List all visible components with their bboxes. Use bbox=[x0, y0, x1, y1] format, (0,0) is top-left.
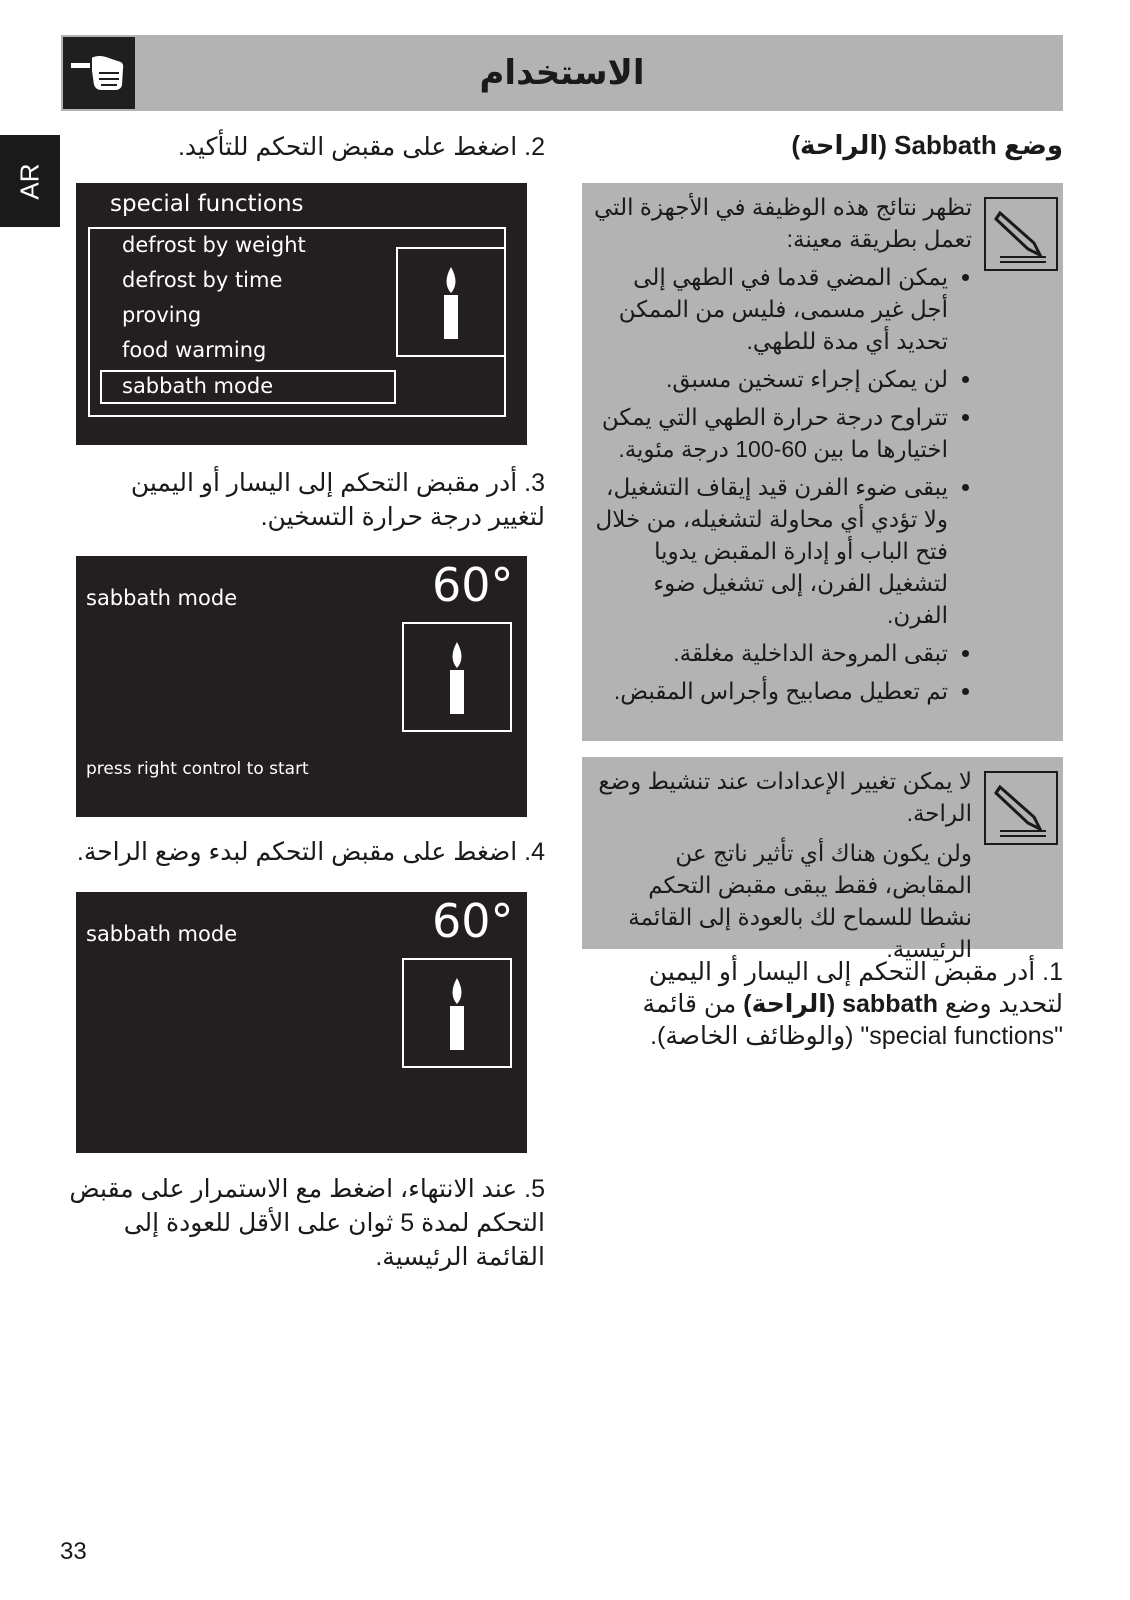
candle-icon bbox=[402, 622, 512, 732]
display-mode: sabbath mode bbox=[86, 586, 238, 610]
pencil-note-icon bbox=[984, 771, 1058, 845]
step-number: 1. bbox=[1042, 958, 1063, 986]
display-temperature-value: 60° bbox=[432, 894, 514, 948]
note-box-behaviour bbox=[582, 183, 1063, 741]
step-text: أدر مقبض التحكم إلى اليسار أو اليمين لتحديد bbox=[648, 958, 1063, 1018]
step-4: 4. اضغط على مقبض التحكم لبدء وضع الراحة. bbox=[76, 838, 545, 866]
menu-item-sabbath-selected[interactable] bbox=[100, 370, 396, 404]
display-special-functions bbox=[76, 183, 527, 445]
note-text bbox=[590, 191, 972, 713]
step-text: وضع bbox=[944, 990, 992, 1018]
step-text: "special functions" (والوظائف الخاصة). bbox=[650, 1022, 1063, 1050]
note-bullet: • يبقى ضوء الفرن قيد إيقاف التشغيل، ولا تؤدي أي محاولة لتشغيله، من خلال فتح الباب أو إدارة المقبض يدويا لتشغيل الفرن، إلى تشغيل ضوء الفرن. bbox=[590, 471, 948, 631]
menu-item-defrost-time[interactable]: defrost by time bbox=[122, 268, 283, 292]
display-running bbox=[76, 892, 527, 1153]
display-temperature bbox=[76, 556, 527, 817]
language-tab-label: AR bbox=[14, 162, 45, 200]
pointing-hand-icon bbox=[63, 37, 135, 109]
menu-item-label: sabbath mode bbox=[122, 374, 274, 398]
candle-icon bbox=[402, 958, 512, 1068]
menu-item-food-warming[interactable]: food warming bbox=[122, 338, 267, 362]
sabbath-heading: وضع Sabbath (الراحة) bbox=[791, 130, 1063, 160]
note-line: لا يمكن تغيير الإعدادات عند تنشيط وضع الراحة. bbox=[598, 768, 972, 826]
page-title: الاستخدام bbox=[479, 54, 645, 92]
menu-item-defrost-weight[interactable]: defrost by weight bbox=[122, 233, 306, 257]
note-bullet: • تتراوح درجة حرارة الطهي التي يمكن اختيارها ما بين 60-100 درجة مئوية. bbox=[590, 401, 948, 465]
display-temperature-value: 60° bbox=[432, 558, 514, 612]
step-text: من قائمة bbox=[642, 990, 737, 1018]
note-intro: تظهر نتائج هذه الوظيفة في الأجهزة التي تعمل بطريقة معينة: bbox=[594, 194, 972, 252]
note-bullet-list bbox=[590, 261, 972, 707]
note-text bbox=[590, 765, 972, 965]
note-bullet: • لن يمكن إجراء تسخين مسبق. bbox=[590, 363, 948, 395]
pencil-note-icon bbox=[984, 197, 1058, 271]
note-bullet: • يمكن المضي قدما في الطهي إلى أجل غير مسمى، فليس من الممكن تحديد أي مدة للطهي. bbox=[590, 261, 948, 357]
section-header bbox=[61, 35, 1063, 111]
display-mode: sabbath mode bbox=[86, 922, 238, 946]
step-5: 5. عند الانتهاء، اضغط مع الاستمرار على مقبض التحكم لمدة 5 ثوان على الأقل للعودة إلى القائمة الرئيسية. bbox=[69, 1175, 545, 1271]
step-1 bbox=[580, 956, 1063, 1052]
candle-icon bbox=[396, 247, 506, 357]
step-bold-text: sabbath (الراحة) bbox=[743, 990, 938, 1018]
step-2: 2. اضغط على مقبض التحكم للتأكيد. bbox=[177, 133, 545, 161]
display-hint: press right control to start bbox=[86, 759, 309, 779]
note-box-settings bbox=[582, 757, 1063, 962]
page-number: 33 bbox=[60, 1538, 87, 1565]
step-3: 3. أدر مقبض التحكم إلى اليسار أو اليمين لتغيير درجة حرارة التسخين. bbox=[130, 469, 545, 531]
note-bullet: • تبقى المروحة الداخلية مغلقة. bbox=[590, 637, 948, 669]
language-tab bbox=[0, 135, 60, 227]
display-title: special functions bbox=[110, 191, 304, 217]
menu-item-proving[interactable]: proving bbox=[122, 303, 202, 327]
note-bullet: • تم تعطيل مصابيح وأجراس المقبض. bbox=[590, 675, 948, 707]
note-line: ولن يكون هناك أي تأثير ناتج عن المقابض، فقط يبقى مقبض التحكم نشطا للسماح لك بالعودة إلى القائمة الرئيسية. bbox=[628, 840, 972, 962]
function-list bbox=[88, 227, 506, 417]
